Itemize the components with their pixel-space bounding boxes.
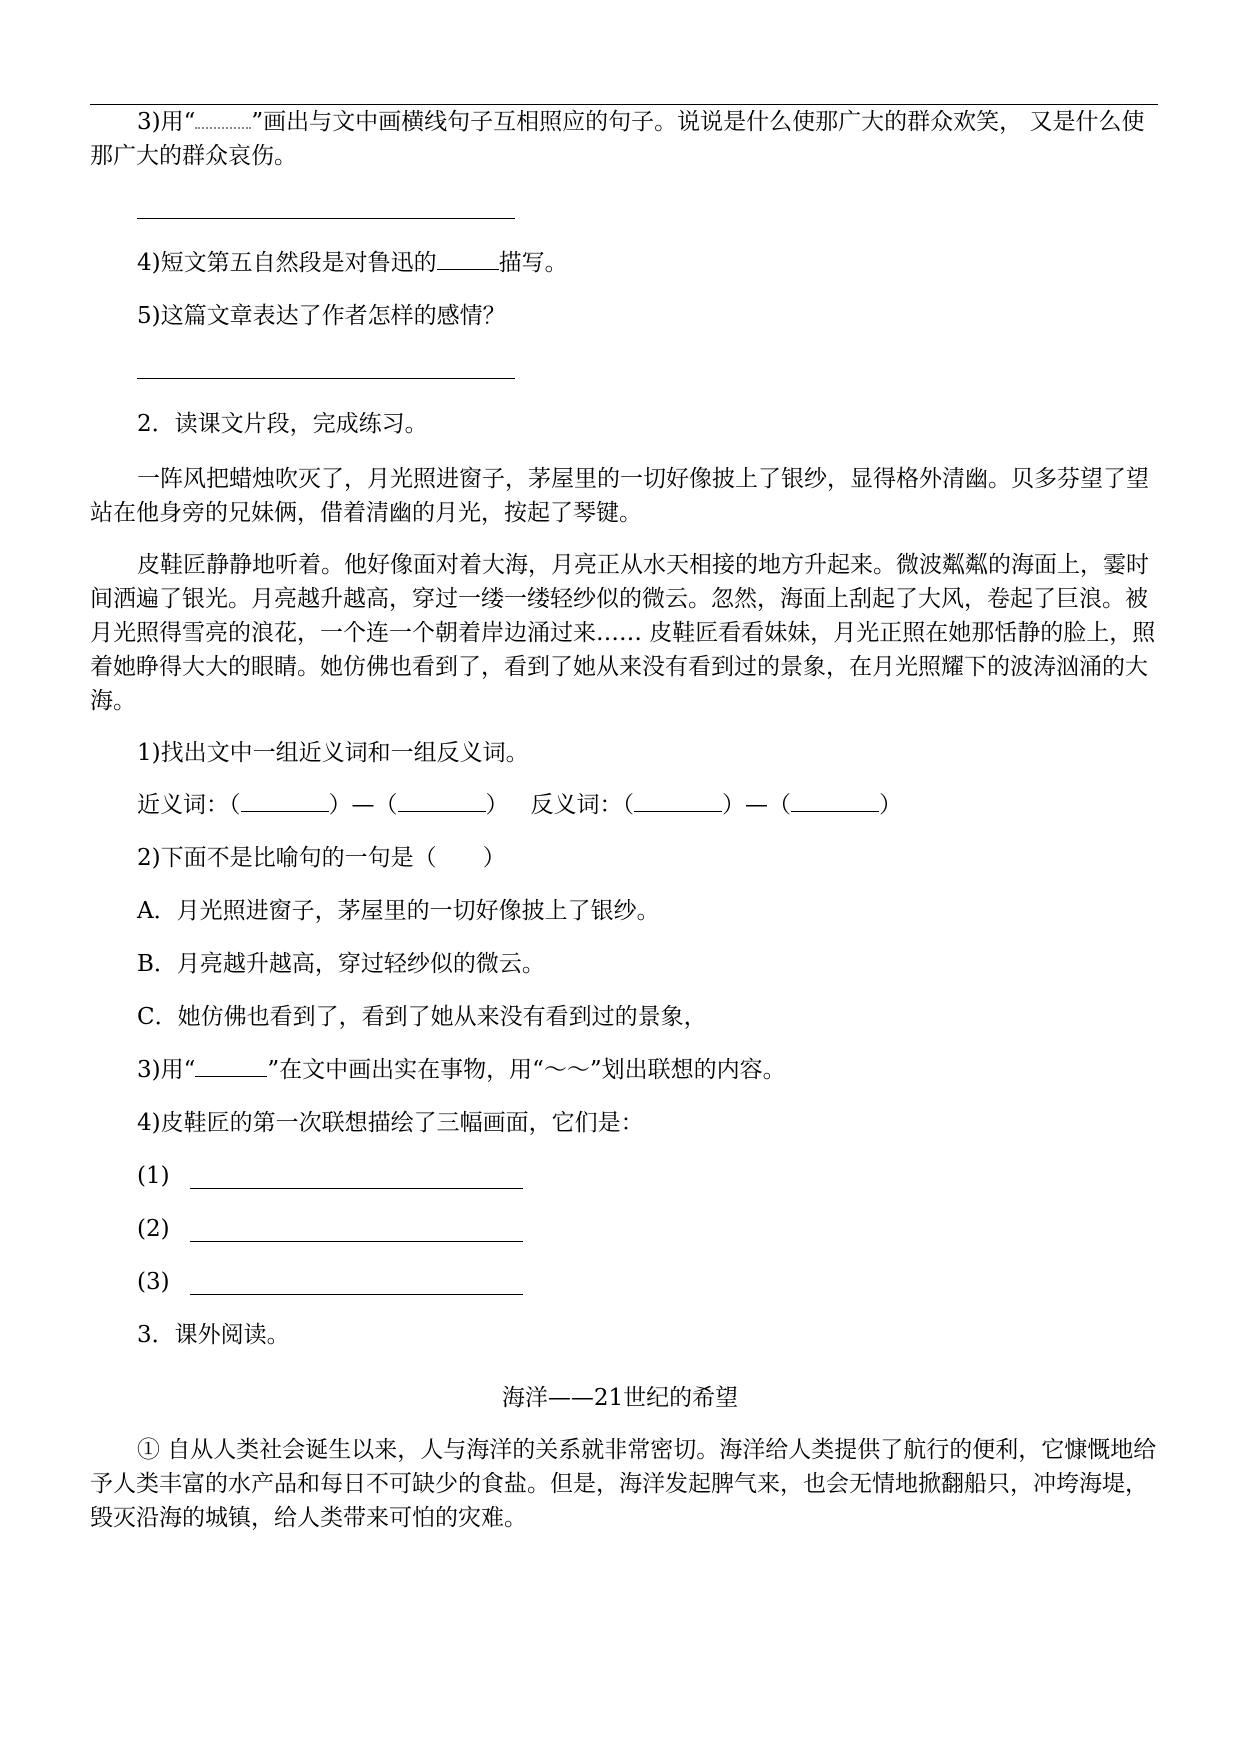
wavy-underline-mark: [195, 107, 251, 129]
q2-item2: 2)下面不是比喻句的一句是（ ）: [137, 845, 506, 871]
q2-item1: 1)找出文中一组近义词和一组反义词。: [137, 740, 529, 766]
answer-line: [190, 1294, 523, 1295]
q2-item3: 3)用“ ”在文中画出实在事物，用“～～”划出联想的内容。: [137, 1057, 786, 1083]
q2-passage-para1: 一阵风把蜡烛吹灭了，月光照进窗子，茅屋里的一切好像披上了银纱，显得格外清幽。贝多芬望了望站在他身旁的兄妹俩，借着清幽的月光，按起了琴键。: [90, 466, 1149, 526]
fill-blank: [241, 791, 329, 812]
q2-option-c: C．她仿佛也看到了，看到了她从来没有看到过的景象，: [137, 1004, 707, 1030]
answer-line: [190, 1188, 523, 1189]
q2-passage-para2: 皮鞋匠静静地听着。他好像面对着大海，月亮正从水天相接的地方升起来。微波粼粼的海面上，霎时间洒遍了银光。月亮越升越高，穿过一缕一缕轻纱似的微云。忽然，海面上刮起了大风，卷起了巨浪。被月光照得雪亮的浪花，一个连一个朝着岸边涌过来…… 皮鞋匠看看妹妹，月光正照在她那恬静的脸上，照着她睁得大大的眼睛。她仿佛也看到了，看到了她从来没有看到过的景象，在月光照耀下的波涛汹涌的大海。: [90, 552, 1156, 714]
q1-item4: 4)短文第五自然段是对鲁迅的 描写。: [137, 250, 568, 276]
answer-line: [137, 378, 515, 379]
q2-heading: 2．读课文片段，完成练习。: [137, 411, 428, 437]
fill-blank: [791, 791, 879, 812]
answer-line: [190, 1241, 523, 1242]
q2-word-pairs: 近义词：（ ）—（ ） 反义词：（ ）—（ ）: [137, 792, 902, 818]
q2-item4: 4)皮鞋匠的第一次联想描绘了三幅画面，它们是：: [137, 1110, 644, 1136]
q2-sub3-label: (3): [137, 1269, 170, 1295]
q3-heading: 3．课外阅读。: [137, 1322, 290, 1348]
q2-sub2-label: (2): [137, 1216, 170, 1242]
q1-item5: 5)这篇文章表达了作者怎样的感情？: [137, 303, 506, 329]
article-title: 海洋——21世纪的希望: [501, 1385, 739, 1411]
q3-passage-para1: ① 自从人类社会诞生以来，人与海洋的关系就非常密切。海洋给人类提供了航行的便利，它慷慨地给予人类丰富的水产品和每日不可缺少的食盐。但是，海洋发起脾气来，也会无情地掀翻船只，冲垮海堤，毁灭沿海的城镇，给人类带来可怕的灾难。: [90, 1437, 1157, 1531]
q1-item3: 3)用“ ”画出与文中画横线句子互相照应的句子。说说是什么使那广大的群众欢笑， 又是什么使那广大的群众哀伤。: [90, 109, 1145, 169]
fill-blank: [195, 1056, 267, 1077]
q2-sub1-label: (1): [137, 1163, 170, 1189]
q2-option-a: A．月光照进窗子，茅屋里的一切好像披上了银纱。: [137, 898, 660, 924]
q2-option-b: B．月亮越升越高，穿过轻纱似的微云。: [137, 951, 545, 977]
answer-line: [137, 218, 515, 219]
fill-blank: [398, 791, 486, 812]
fill-blank: [437, 249, 499, 270]
fill-blank: [634, 791, 722, 812]
